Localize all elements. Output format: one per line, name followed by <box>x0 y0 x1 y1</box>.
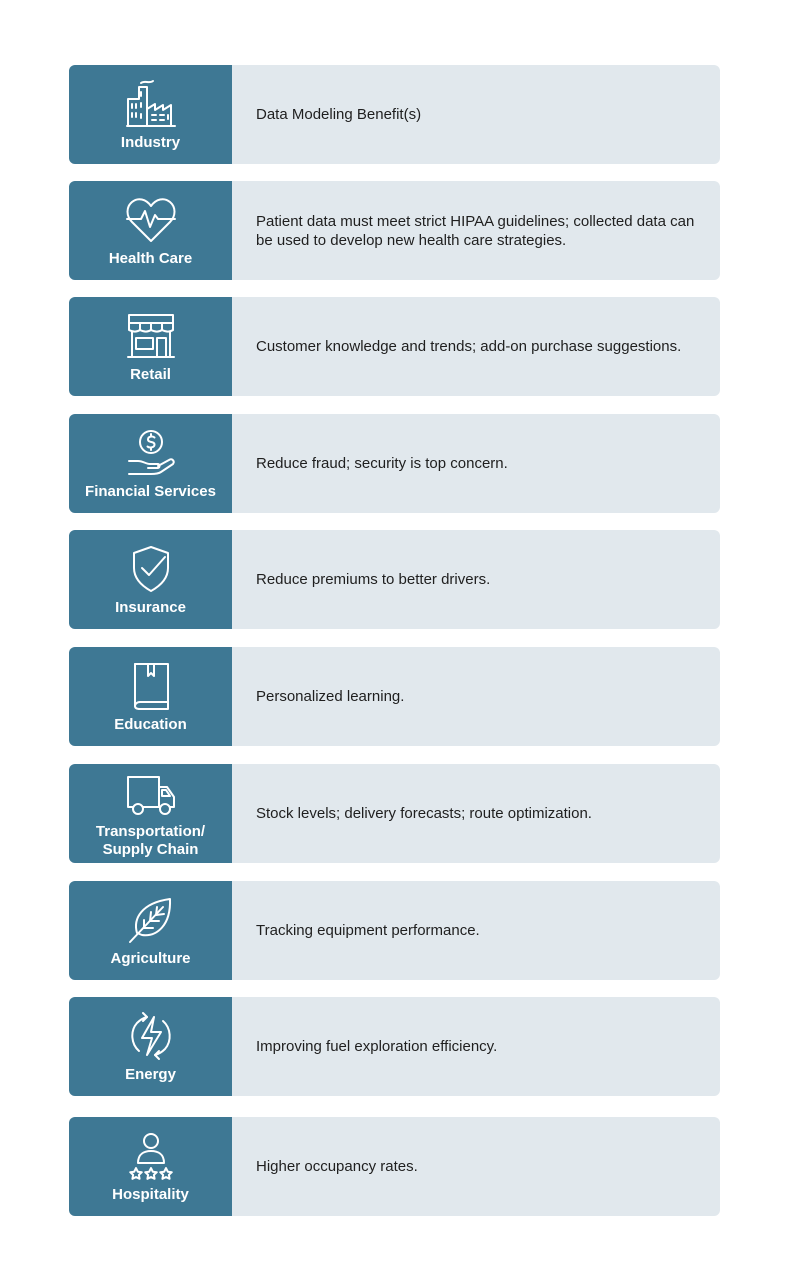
label-cell <box>69 997 232 1096</box>
description-cell: Reduce premiums to better drivers. <box>232 530 720 629</box>
leaf-icon <box>123 894 179 946</box>
factory-icon <box>123 78 179 130</box>
table-row-education <box>69 647 720 746</box>
description-cell: Tracking equipment performance. <box>232 881 720 980</box>
industry-label: Industry <box>120 133 181 151</box>
heart-pulse-icon <box>123 194 179 246</box>
description-cell: Higher occupancy rates. <box>232 1117 720 1216</box>
lightning-cycle-icon <box>123 1010 179 1062</box>
label-cell <box>69 764 232 863</box>
table-row-agriculture <box>69 881 720 980</box>
label-cell <box>69 65 232 164</box>
label-cell <box>69 297 232 396</box>
description-cell: Personalized learning. <box>232 647 720 746</box>
industry-label: Education <box>114 715 187 733</box>
industry-label: Agriculture <box>110 949 191 967</box>
label-cell <box>69 414 232 513</box>
label-cell <box>69 647 232 746</box>
industry-label: Health Care <box>108 249 193 267</box>
industry-label: Financial Services <box>85 482 216 500</box>
table-row-energy <box>69 997 720 1096</box>
table-row-retail <box>69 297 720 396</box>
label-cell <box>69 530 232 629</box>
industry-label: Insurance <box>115 598 186 616</box>
description-cell: Reduce fraud; security is top concern. <box>232 414 720 513</box>
industry-label: Energy <box>125 1065 176 1083</box>
industry-label: Transportation/ Supply Chain <box>95 822 206 858</box>
storefront-icon <box>123 310 179 362</box>
delivery-van-icon <box>123 769 179 819</box>
description-cell: Data Modeling Benefit(s) <box>232 65 720 164</box>
table-row-transportation <box>69 764 720 863</box>
description-cell: Stock levels; delivery forecasts; route optimization. <box>232 764 720 863</box>
table-row-hospitality <box>69 1117 720 1216</box>
industry-label: Hospitality <box>112 1185 189 1203</box>
table-row-industry <box>69 65 720 164</box>
industry-label: Retail <box>130 365 171 383</box>
person-stars-icon <box>123 1130 179 1182</box>
hand-dollar-icon <box>123 427 179 479</box>
description-cell: Improving fuel exploration efficiency. <box>232 997 720 1096</box>
shield-check-icon <box>123 543 179 595</box>
description-cell: Patient data must meet strict HIPAA guidelines; collected data can be used to develop new health care strategies. <box>232 181 720 280</box>
book-icon <box>123 660 179 712</box>
table-row-insurance <box>69 530 720 629</box>
label-cell <box>69 181 232 280</box>
label-cell <box>69 881 232 980</box>
description-cell: Customer knowledge and trends; add-on purchase suggestions. <box>232 297 720 396</box>
table-row-health-care <box>69 181 720 280</box>
table-row-financial-services <box>69 414 720 513</box>
label-cell <box>69 1117 232 1216</box>
